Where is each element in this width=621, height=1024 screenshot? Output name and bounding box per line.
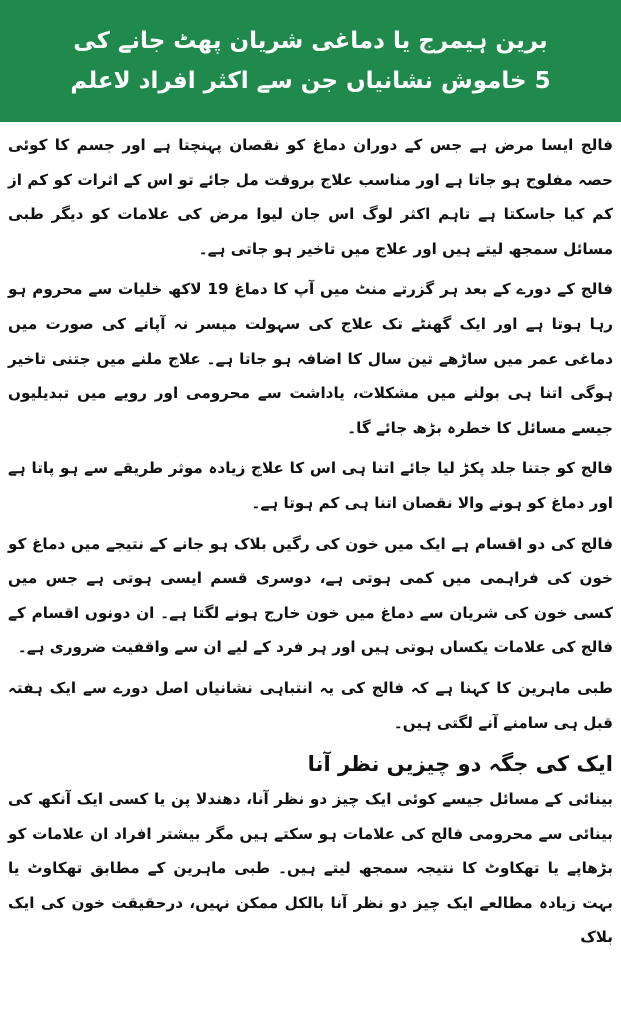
paragraph-1: فالج ایسا مرض ہے جس کے دوران دماغ کو نقصان پہنچتا ہے اور جسم کا کوئی حصہ مفلوج ہو جاتا ہے اور مناسب علاج بروقت مل جائے تو اس کے اثرات کو کم از کم کیا جاسکتا ہے تاہم اکثر لوگ اس جان لیوا مرض کی علامات کو دیگر طبی مسائل سمجھ لیتے ہیں اور علاج میں تاخیر ہو جاتی ہے۔ <box>8 136 613 258</box>
headline-line-2: 5 خاموش نشانیاں جن سے اکثر افراد لاعلم <box>70 68 551 94</box>
paragraph-3: فالج کو جتنا جلد پکڑ لیا جائے اتنا ہی اس کا علاج زیادہ موثر طریقے سے ہو پاتا ہے اور دماغ کو ہونے والا نقصان اتنا ہی کم ہوتا ہے۔ <box>8 459 613 512</box>
headline-line-1: برین ہیمرج یا دماغی شریان پھٹ جانے کی <box>73 28 548 54</box>
article-header <box>0 0 621 122</box>
paragraph-5: طبی ماہرین کا کہنا ہے کہ فالج کی یہ انتباہی نشانیاں اصل دورے سے ایک ہفتہ قبل ہی سامنے آنے لگتی ہیں۔ <box>8 678 613 732</box>
paragraph-4: فالج کی دو اقسام ہے ایک میں خون کی رگیں بلاک ہو جانے کے نتیجے میں دماغ کو خون کی فراہمی میں کمی ہوتی ہے، دوسری قسم ایسی ہوتی ہے جس میں کسی خون کی شریان سے دماغ میں خون خارج ہونے لگتا ہے۔ ان دونوں اقسام کے فالج کی علامات یکساں ہوتی ہیں اور ہر فرد کے لیے ان سے واقفیت ضروری ہے۔ <box>8 534 613 657</box>
section-subheading: ایک کی جگہ دو چیزیں نظر آنا <box>307 752 613 777</box>
article-body <box>8 128 613 961</box>
paragraph-2: فالج کے دورے کے بعد ہر گزرتے منٹ میں آپ کا دماغ 19 لاکھ خلیات سے محروم ہو رہا ہوتا ہے اور ایک گھنٹے تک علاج کی سہولت میسر نہ آپانے کی صورت میں دماغی عمر میں ساڑھے تین سال کا اضافہ ہو جاتا ہے۔ علاج ملنے میں جتنی تاخیر ہوگی اتنا ہی بولنے میں مشکلات، یاداشت سے محرومی اور رویے میں تبدیلیوں جیسے مسائل کا خطرہ بڑھ جائے گا۔ <box>8 280 613 437</box>
paragraph-6: بینائی کے مسائل جیسے کوئی ایک چیز دو نظر آنا، دھندلا پن یا کسی ایک آنکھ کی بینائی سے محرومی فالج کی علامات ہو سکتے ہیں مگر بیشتر افراد ان علامات کو بڑھاپے یا تھکاوٹ کا نتیجہ سمجھ لیتے ہیں۔ طبی ماہرین کے مطابق تھکاوٹ یا بہت زیادہ مطالعے ایک چیز دو نظر آنا بالکل ممکن نہیں، درحقیقت خون کی ایک بلاک <box>8 790 613 947</box>
